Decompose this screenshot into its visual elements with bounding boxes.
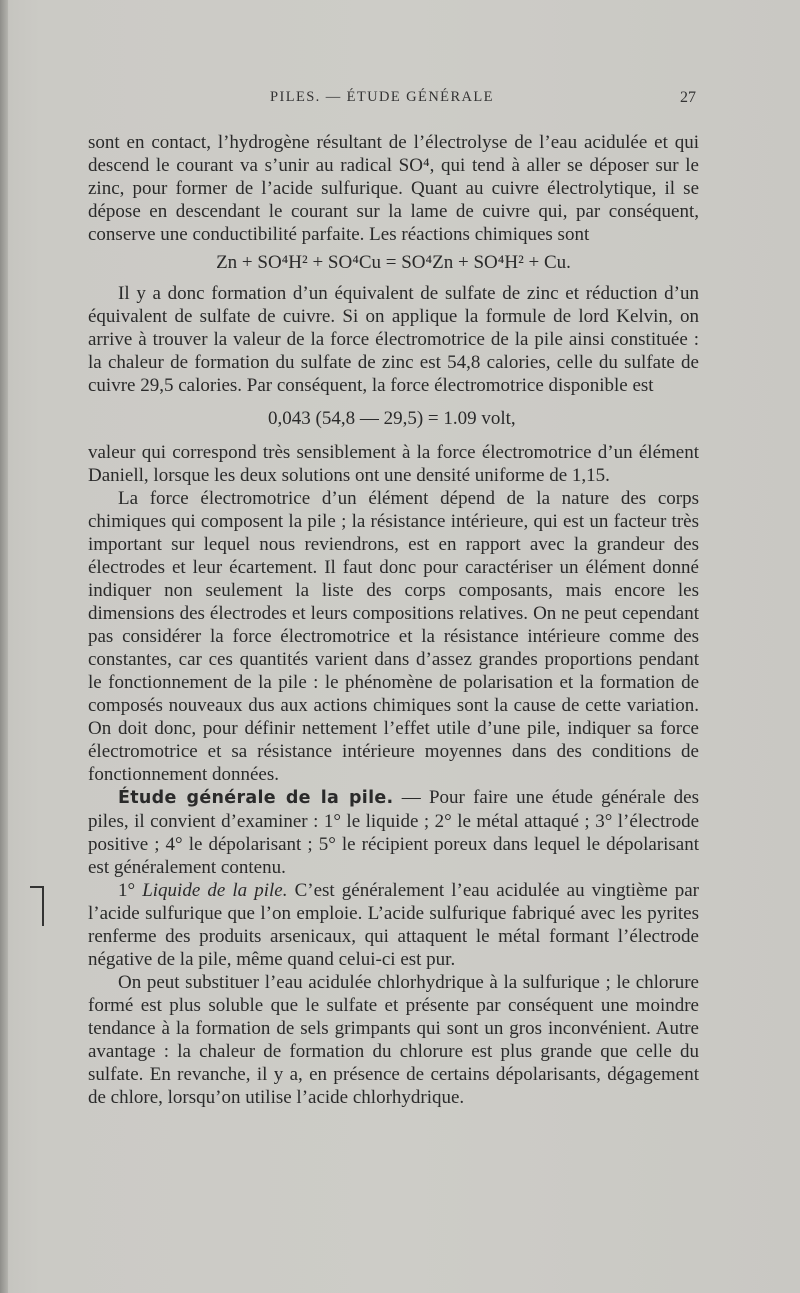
paragraph-5-text: — Pour faire une étude générale des piles, il convient d’examiner : 1° le liquide ; 2° le métal attaqué ; 3° l’électrode positive ; 4° le dépolarisant ; 5° le récipient poreux dans lequel le dépolarisant est généralement contenu. [88,787,700,878]
subheading-liquide: Liquide de la pile. [142,880,288,901]
paragraph-6-text: C’est généralement l’eau acidulée au vingtième par l’acide sulfurique que l’on emploie. L’acide sulfurique fabriqué avec les pyrites renferme des produits arsenicaux, qui attaquent le métal formant l’électrode négative de la pile, même quand celui-ci est pur. [88,880,700,970]
formula-emf: 0,043 (54,8 — 29,5) = 1.09 volt, [268,408,516,429]
running-title: PILES. — ÉTUDE GÉNÉRALE [270,89,494,105]
margin-bracket-mark [30,886,44,926]
paragraph-3: valeur qui correspond très sensiblement à la force électromotrice d’un élément Daniell, lorsque les deux solutions ont une densité uniforme de 1,15. [88,442,699,486]
paragraph-4: La force électromotrice d’un élément dépend de la nature des corps chimiques qui composent la pile ; la résistance intérieure, qui est un facteur très important sur lequel nous reviendrons, est en rapport avec la grandeur des électrodes et leur écartement. Il faut donc pour caractériser un élément donné indiquer non seulement la liste des corps composants, mais encore les dimensions des électrodes et leurs compositions relatives. On ne peut cependant pas considérer la force électromotrice et la résistance intérieure comme des constantes, car ces quantités varient dans d’assez grandes proportions pendant le fonctionnement de la pile : le phénomène de polarisation et la formation de composés nouveaux dus aux actions chimiques sont la cause de cette variation. On doit donc, pour définir nettement l’effet utile d’une pile, indiquer sa force électromotrice et sa résistance intérieure moyennes dans des conditions de fonctionnement données. [88,488,699,785]
paragraph-7: On peut substituer l’eau acidulée chlorhydrique à la sulfurique ; le chlorure formé est plus soluble que le sulfate et présente par conséquent une moindre tendance à la formation de sels grimpants qui sont un gros inconvénient. Autre avantage : la chaleur de formation du chlorure est plus grande que celle du sulfate. En revanche, il y a, en présence de certains dépolarisants, dégagement de chlore, lorsqu’on utilise l’acide chlorhydrique. [88,972,699,1108]
page-number: 27 [680,89,696,106]
section-heading-etude-generale: Étude générale de la pile. [118,788,394,808]
formula-reaction: Zn + SO⁴H² + SO⁴Cu = SO⁴Zn + SO⁴H² + Cu. [216,252,571,273]
item-number: 1° [118,880,143,901]
body-text [88,131,699,1109]
paragraph-6 [88,879,699,971]
paragraph-1: sont en contact, l’hydrogène résultant de l’électrolyse de l’eau acidulée et qui descend le courant va s’unir au radical SO⁴, qui tend à aller se déposer sur le zinc, pour former de l’acide sulfurique. Quant au cuivre électrolytique, il se dépose en descendant le courant sur la lame de cuivre qui, par conséquent, conserve une conductibilité parfaite. Les réactions chimiques sont [88,132,699,245]
paragraph-5 [88,786,699,879]
binding-edge [0,0,8,1293]
page-header [90,89,696,109]
paragraph-2: Il y a donc formation d’un équivalent de sulfate de zinc et réduction d’un équivalent de sulfate de cuivre. Si on applique la formule de lord Kelvin, on arrive à trouver la valeur de la force électromotrice de la pile ainsi constituée : la chaleur de formation du sulfate de zinc est 54,8 calories, celle du sulfate de cuivre 29,5 calories. Par conséquent, la force électromotrice disponible est [88,283,699,396]
